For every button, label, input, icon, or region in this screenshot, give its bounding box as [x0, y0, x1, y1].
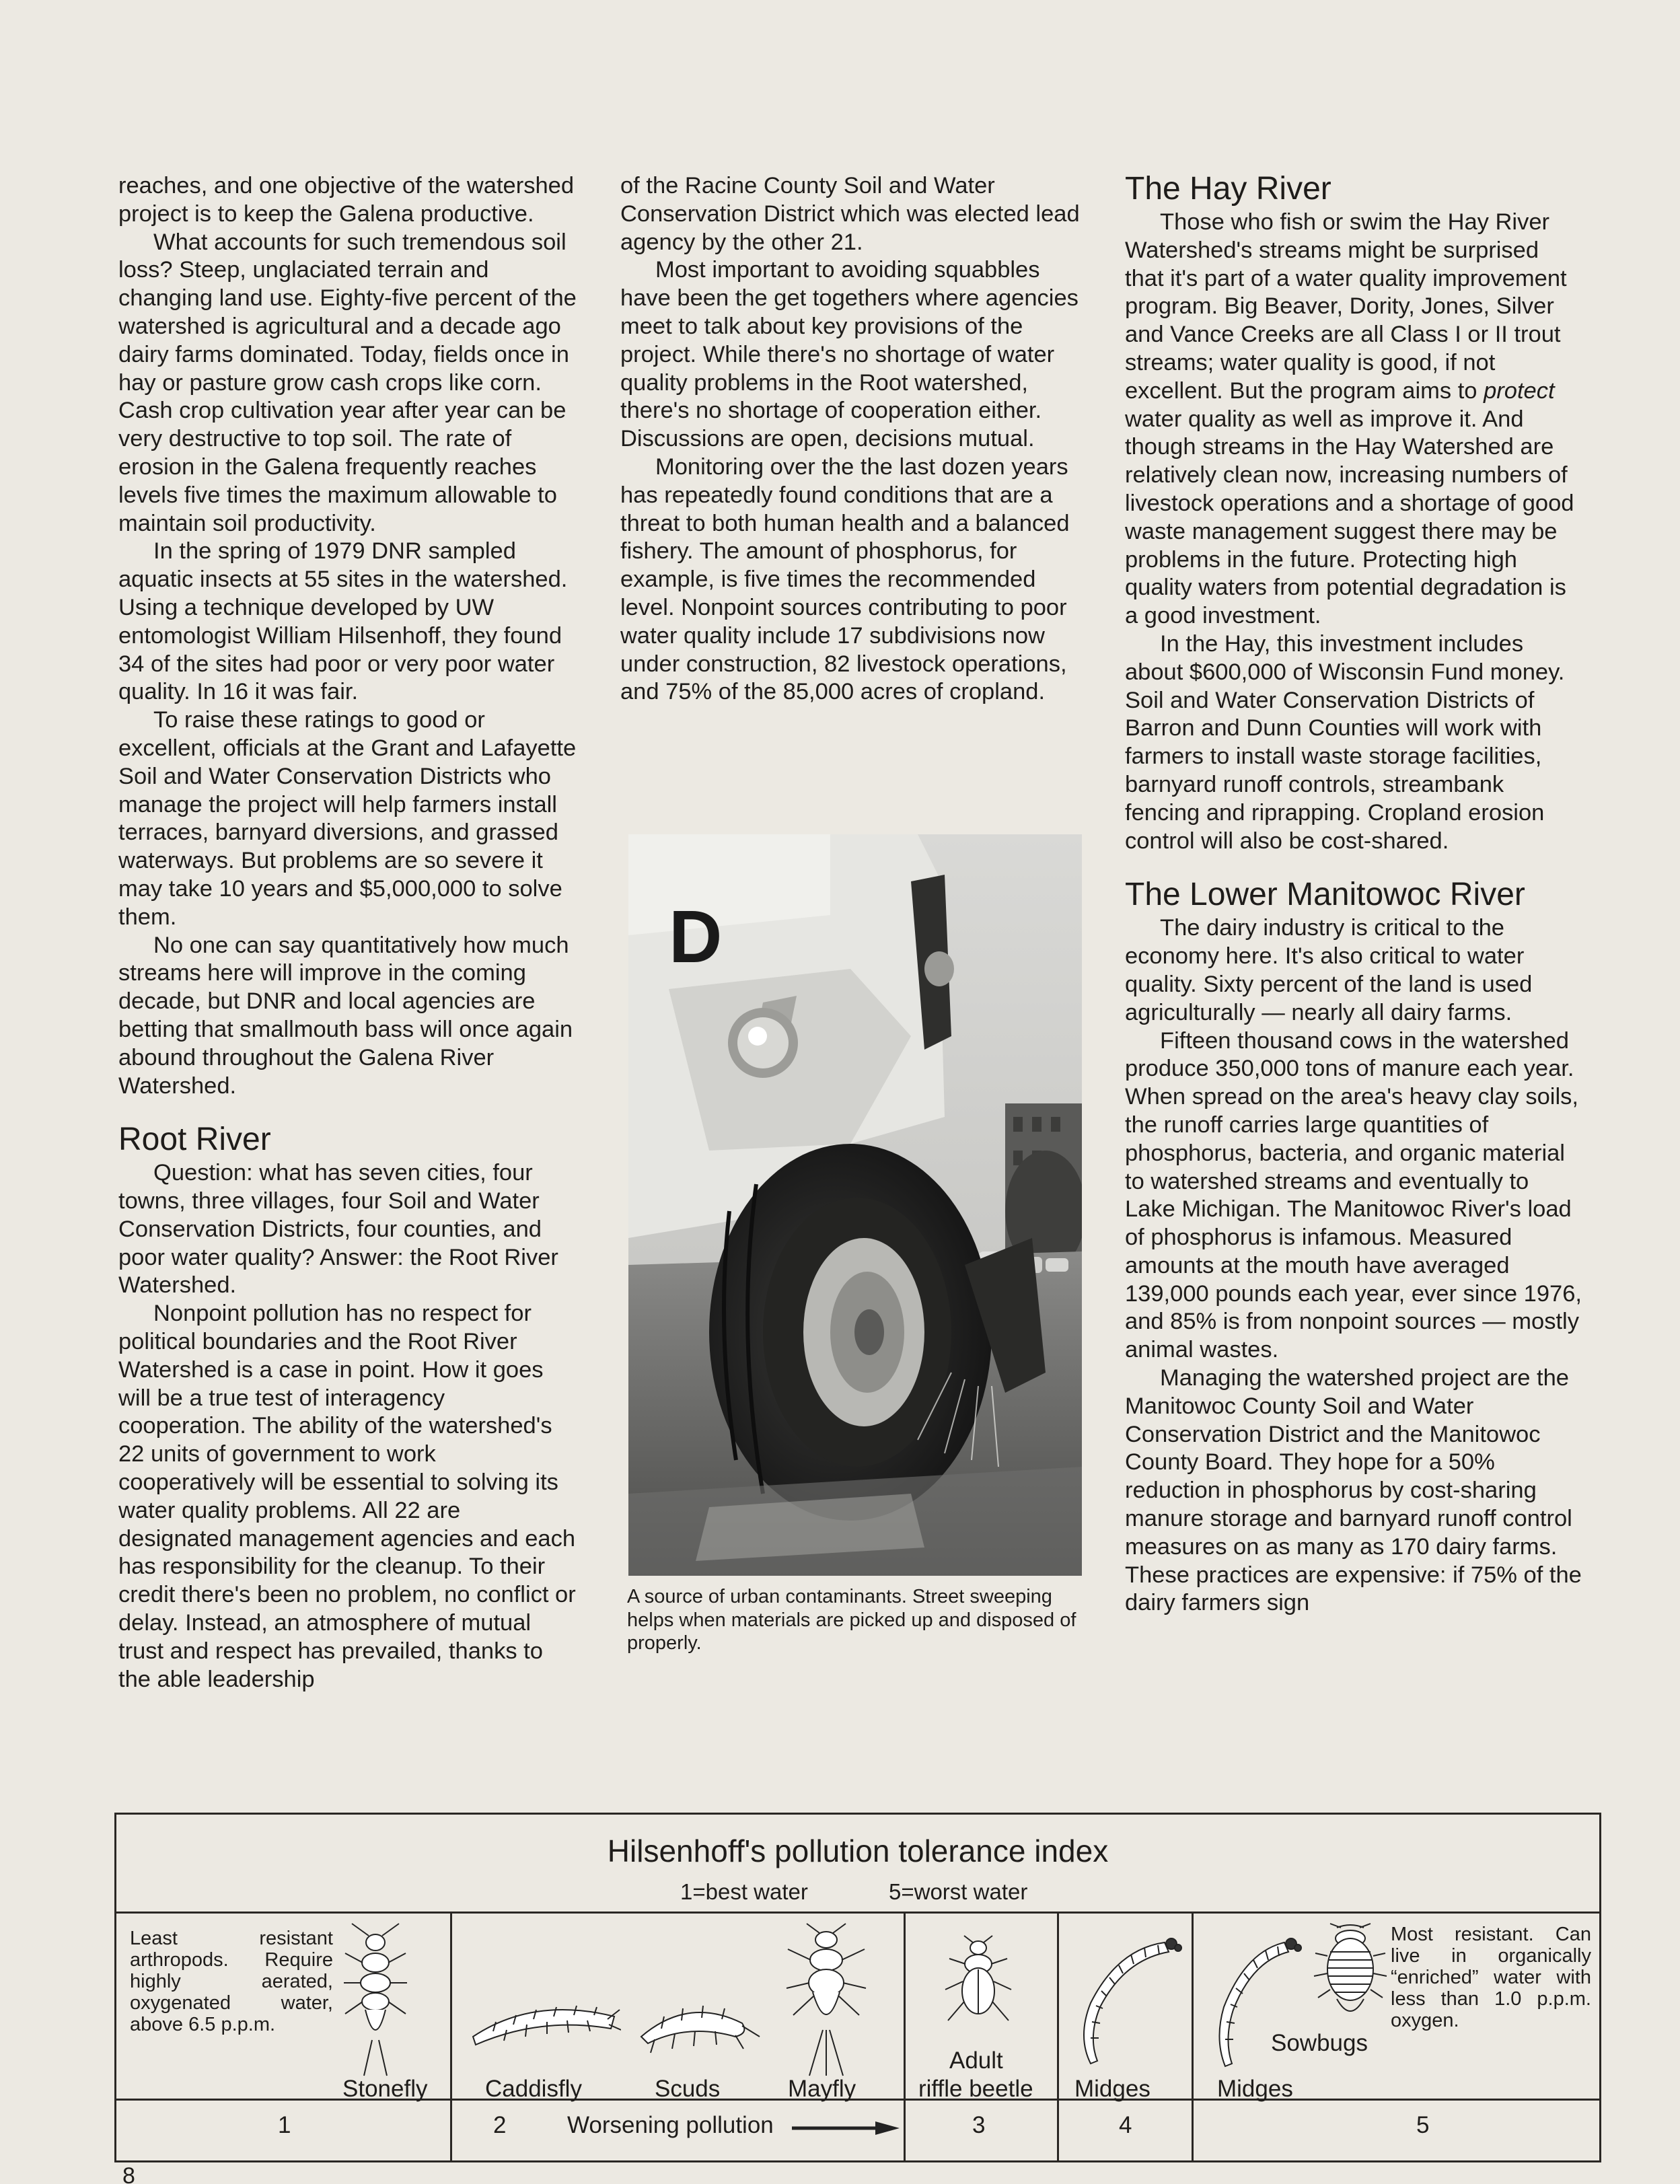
- column-3: [1125, 170, 1582, 1617]
- riffle-beetle-label: riffle beetle: [918, 2076, 1033, 2102]
- tolerance-1: 1: [278, 2112, 291, 2138]
- scuds-icon: [628, 1996, 762, 2057]
- caddisfly-label: Caddisfly: [485, 2076, 582, 2102]
- paragraph: Question: what has seven cities, four towns, three villages, four Soil and Water Conservation Districts, four counties, and poor water quality? Answer: the Root River Watershed.: [118, 1160, 558, 1299]
- street-sweeper-photo: [628, 834, 1082, 1576]
- truck-letter: D: [669, 896, 723, 978]
- stonefly-icon: [338, 1922, 412, 2077]
- paragraph: Most important to avoiding squabbles have been the get togethers where agencies meet to talk about key provisions of the project. While there's no shortage of water quality problems in the Root watershed, there's no shortage of cooperation either. Discussions are open, decisions mutual.: [620, 257, 1079, 452]
- midges-label-2: Midges: [1217, 2076, 1293, 2102]
- tolerance-2: 2: [493, 2112, 507, 2138]
- column-2: [620, 172, 1083, 706]
- text-span: water quality as well as improve it. And though streams in the Hay Watershed are relatively clean now, increasing numbers of livestock operations and a shortage of good waste management suggest there may be problems in the future. Protecting high quality waters from potential degradation is a good investment.: [1125, 406, 1574, 629]
- tolerance-4: 4: [1119, 2112, 1132, 2138]
- paragraph: To raise these ratings to good or excellent, officials at the Grant and Lafayette Soil and Water Conservation Districts who manage the project will help farmers install terraces, barnyard diversions, and grassed waterways. But problems are so severe it may take 10 years and $5,000,000 to solve them.: [118, 707, 577, 930]
- divider: [1057, 1912, 1059, 2160]
- sowbugs-label: Sowbugs: [1271, 2030, 1368, 2056]
- stonefly-label: Stonefly: [342, 2076, 428, 2102]
- divider: [116, 1912, 1599, 1914]
- tolerance-5: 5: [1416, 2112, 1430, 2138]
- mayfly-icon: [782, 1922, 870, 2077]
- paragraph: of the Racine County Soil and Water Conservation District which was elected lead agency by the other 21.: [620, 173, 1080, 255]
- scuds-label: Scuds: [655, 2076, 721, 2102]
- heading-lower-manitowoc-river: The Lower Manitowoc River: [1125, 877, 1525, 913]
- pollution-tolerance-index: [114, 1813, 1601, 2162]
- paragraph: Nonpoint pollution has no respect for political boundaries and the Root River Watershed is a case in point. How it goes will be a true test of interagency cooperation. The ability of the watershed's 22 units of government to work cooperatively will be essential to solving its water quality problems. All 22 are designated management agencies and each has responsibility for the cleanup. To their credit there's been no problem, no conflict or delay. Instead, an atmosphere of mutual trust and respect has prevailed, thanks to the able leadership: [118, 1301, 576, 1692]
- divider: [116, 2099, 1599, 2101]
- paragraph: In the spring of 1979 DNR sampled aquatic insects at 55 sites in the watershed. Using a technique developed by UW entomologist William Hilsenhoff, they found 34 of the sites had poor or very poor water quality. In 16 it was fair.: [118, 538, 568, 705]
- paragraph: No one can say quantitatively how much streams here will improve in the coming decade, but DNR and local agencies are betting that smallmouth bass will once again abound throughout the Galena River Watershed.: [118, 932, 573, 1099]
- divider: [450, 1912, 452, 2160]
- paragraph: Fifteen thousand cows in the watershed produce 350,000 tons of manure each year. When spread on the area's heavy clay soils, the runoff carries large quantities of phosphorus, bacteria, and organic material to watershed streams and eventually to Lake Michigan. The Manitowoc River's load of phosphorus is infamous. Measured amounts at the mouth have averaged 139,000 pounds each year, ever since 1976, and 85% is from nonpoint sources — mostly animal wastes.: [1125, 1027, 1582, 1363]
- page-number: 8: [122, 2163, 135, 2184]
- paragraph: Managing the watershed project are the Manitowoc County Soil and Water Conservation District and the Manitowoc County Board. They hope for a 50% reduction in phosphorus by cost-sharing manure storage and barnyard runoff control measures on as many as 170 dairy farms. These practices are expensive: if 75% of the dairy farmers sign: [1125, 1365, 1582, 1616]
- emphasis-text: protect: [1484, 377, 1555, 404]
- divider: [1192, 1912, 1194, 2160]
- least-resistant-text: Least resistant arthropods. Require highly aerated, oxygenated water, above 6.5 p.p.m.: [130, 1928, 333, 2035]
- paragraph: The dairy industry is critical to the economy here. It's also critical to water quality. Sixty percent of the land is used agriculturally — nearly all dairy farms.: [1125, 915, 1533, 1025]
- paragraph: In the Hay, this investment includes about $600,000 of Wisconsin Fund money. Soil and Water Conservation Districts of Barron and Dunn Counties will work with farmers to install waste storage facilities, barnyard runoff controls, streambank fencing and riprapping. Cropland erosion control will also be cost-shared.: [1125, 630, 1565, 854]
- arrow-right-icon: [792, 2120, 900, 2136]
- tolerance-3: 3: [972, 2112, 986, 2138]
- paragraph: What accounts for such tremendous soil loss? Steep, unglaciated terrain and changing land use. Eighty-five percent of the watershed is agricultural and a decade ago dairy farms dominated. Today, fields once in hay or pasture grow cash crops like corn. Cash crop cultivation year after year can be very destructive to top soil. The rate of erosion in the Galena frequently reaches levels five times the maximum allowable to maintain soil productivity.: [118, 229, 577, 536]
- worst-water-label: 5=worst water: [889, 1879, 1028, 1904]
- midges-larva-icon: [1070, 1929, 1185, 2070]
- heading-hay-river: The Hay River: [1125, 171, 1331, 207]
- heading-root-river: Root River: [118, 1122, 271, 1158]
- street-sweeper-image: [628, 834, 1082, 1576]
- text-span: Those who fish or swim the Hay River Watershed's streams might be surprised that it's part of a water quality improvement program. Big Beaver, Dority, Jones, Silver and Vance Creeks are all Class I or II trout streams; water quality is good, if not excellent. But the program aims to: [1125, 209, 1567, 404]
- index-title: Hilsenhoff's pollution tolerance index: [607, 1833, 1109, 1868]
- sowbug-icon: [1310, 1922, 1391, 2023]
- best-water-label: 1=best water: [680, 1879, 808, 1904]
- paragraph: reaches, and one objective of the watershed project is to keep the Galena productive.: [118, 173, 575, 227]
- paragraph: Monitoring over the the last dozen years has repeatedly found conditions that are a threat to both human health and a balanced fishery. The amount of phosphorus, for example, is five times the recommended level. Nonpoint sources contributing to poor water quality include 17 subdivisions now under construction, 82 livestock operations, and 75% of the 85,000 acres of cropland.: [620, 453, 1070, 705]
- worsening-pollution-label: Worsening pollution: [567, 2112, 774, 2138]
- paragraph: [1125, 209, 1582, 630]
- caddisfly-icon: [466, 1990, 621, 2050]
- divider: [904, 1912, 906, 2160]
- adult-label: Adult: [949, 2047, 1003, 2074]
- midges-label: Midges: [1074, 2076, 1151, 2102]
- riffle-beetle-icon: [941, 1934, 1015, 2029]
- photo-caption: A source of urban contaminants. Street sweeping helps when materials are picked up and disposed of properly.: [627, 1586, 1076, 1654]
- mayfly-label: Mayfly: [788, 2076, 856, 2102]
- most-resistant-text: Most resistant. Can live in organically “enriched” water with less than 1.0 p.p.m. oxygen.: [1391, 1924, 1591, 2031]
- column-1: [118, 172, 579, 1694]
